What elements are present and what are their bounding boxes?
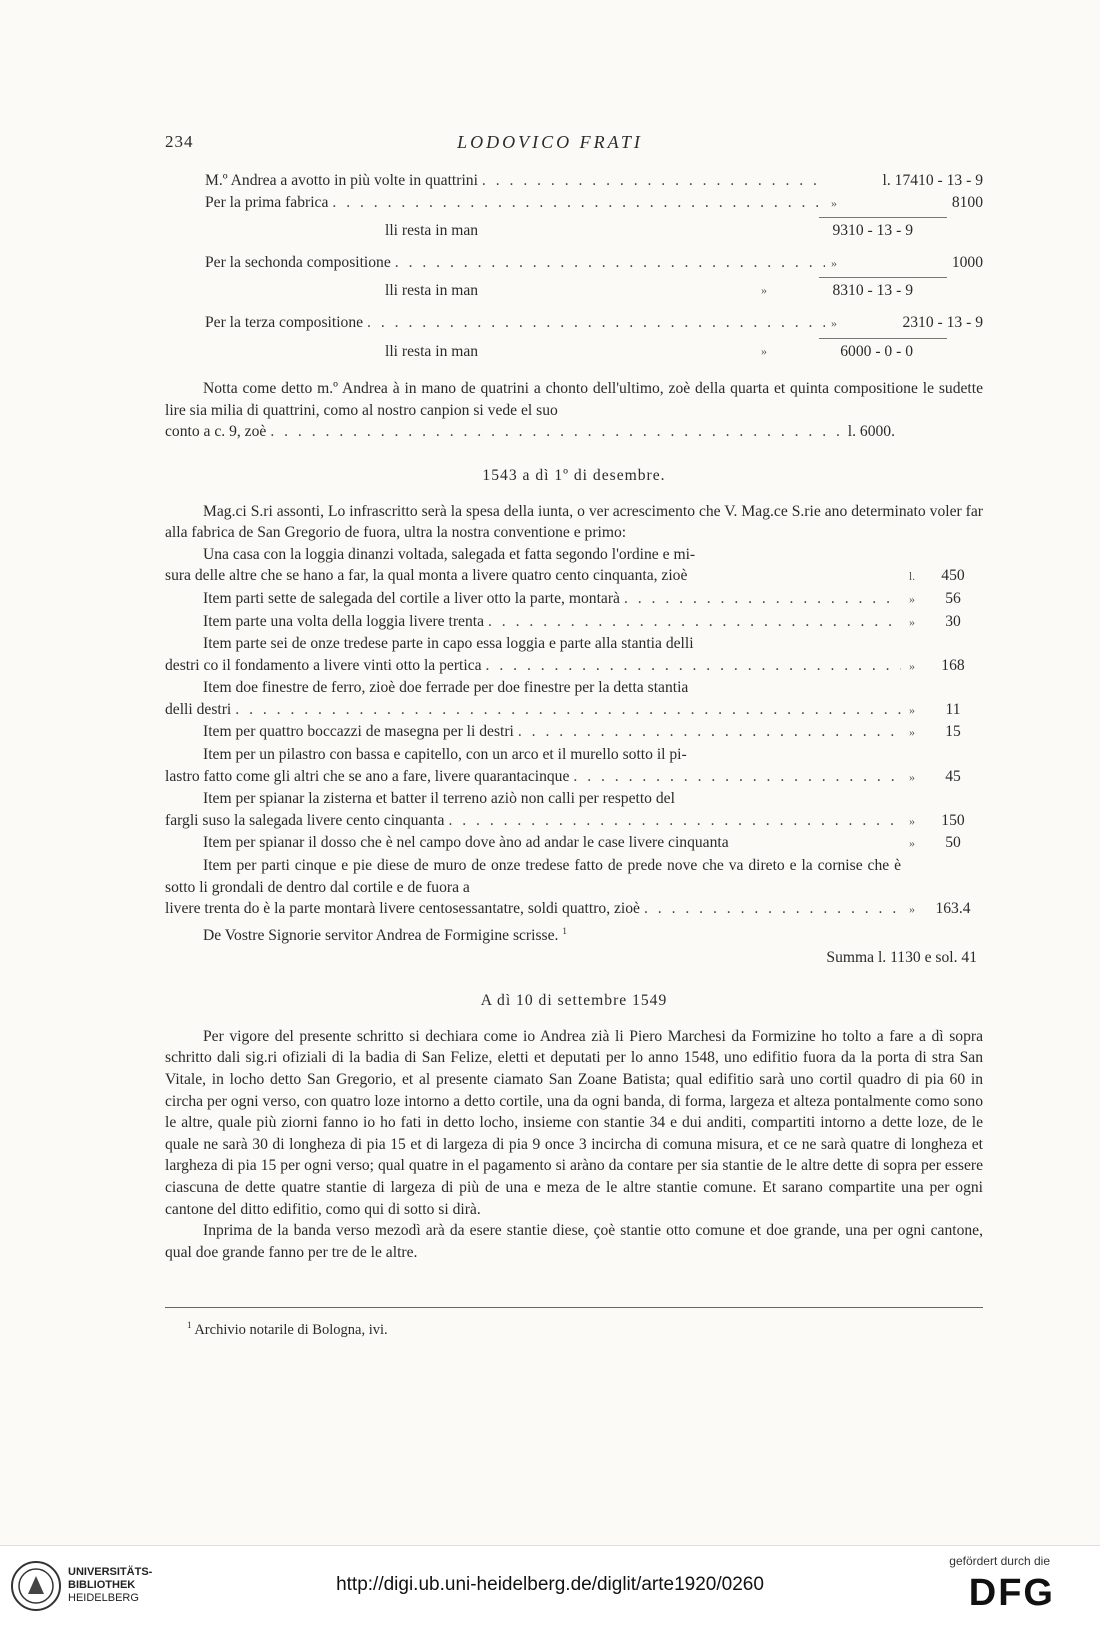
item-text: Item per un pilastro con bassa e capitello, con un arco et il murello sotto il pi-	[203, 746, 687, 764]
item-label: sura delle altre che se hano a far, la qual monta a livere quatro cento cinquanta, zioè	[165, 567, 688, 585]
item-row	[165, 588, 983, 611]
leader-dots	[363, 312, 825, 334]
account-row	[165, 192, 983, 215]
account-label: Per la sechonda compositione	[205, 253, 391, 271]
nota-last-amount: l. 6000.	[847, 423, 895, 441]
account-amount: l. 17410 - 13 - 9	[882, 172, 983, 189]
ditto-mark: »	[909, 902, 915, 917]
leader-dots	[231, 699, 901, 721]
item-row	[165, 898, 983, 921]
library-line-3: HEIDELBERG	[68, 1592, 139, 1604]
item-text: Item parte sei de onze tredese parte in capo essa loggia e parte alla stantia delli	[203, 635, 694, 653]
ditto-mark: »	[831, 255, 837, 270]
leader-dots	[266, 421, 847, 443]
ditto-mark: »	[909, 725, 915, 740]
leader-dots	[569, 766, 901, 788]
account-row	[165, 170, 983, 192]
item-label: Item per spianar il dosso che è nel campo dove àno ad andar le case livere cinquanta	[203, 834, 729, 852]
leader-dots	[620, 588, 901, 610]
account-amount: 8100	[951, 193, 983, 211]
account-row	[165, 252, 983, 275]
page-body	[165, 170, 983, 1263]
ditto-mark: »	[761, 343, 767, 358]
signature-line	[165, 921, 983, 947]
library-line-1: UNIVERSITÄTS-	[68, 1566, 153, 1578]
item-row	[165, 766, 983, 789]
nota-last-line	[165, 421, 895, 443]
leader-dots	[444, 810, 901, 832]
item-row	[165, 611, 983, 634]
footnote-mark: 1	[187, 1320, 192, 1330]
footnote-ref: 1	[562, 925, 567, 936]
item-label: lastro fatto come gli altri che se ano a fare, livere quarantacinque	[165, 767, 570, 785]
intro-paragraph: Mag.ci S.ri assonti, Lo infrascritto serà la spesa della iunta, o ver acrescimento che V. Mag.ce S.rie ano determinato voler far alla fabrica de San Gregorio de fuora, ultra la nostra conventione e primo:	[165, 502, 983, 542]
item-amount: 163.4	[935, 900, 971, 918]
ditto-mark: »	[831, 195, 837, 210]
contract-paragraph: Per vigore del presente schritto si dechiara come io Andrea zià li Piero Marchesi da Formizine ho tolto a fare a dì sopra schritto dali sig.ri ofiziali di la badia di San Felize, eletti et deputati per lo anno 1548, uno edifitio fuora da la porta di stra San Vitale, in locho detto San Gregorio, et al presente ciamato San Zoane Batista; qual edifitio sarà uno cortil quadro di pia 60 in circha per ogni verso, con quatro loze intorno a detto cortile, una da ogni banda, di forma, largeza et alteza pontalmente como sono le altre, quale più ziorni fanno io ho fati in detto locho, insieme con stantie 34 e dui anditi, compartiti intorno a dette loze, de le quale ne sarà 30 di longheza di pia 15 et di largeza di pia 9 once 3 incircha di comuna misura, et ce ne sarà quatre di longheza et largheza di pia 15 per ogni verso; qual quatre in el pagamento si aràno da contare per sia stantie de le altre dette di sopra per essere ciascuna de dette quatre stantie di largeza di più de una e meza de le altre stantie comune. Et sarano compartite una per ogni cantone del ditto edifitio, como qui di sotto si dirà.	[165, 1027, 983, 1218]
leader-dots	[478, 170, 825, 192]
ditto-mark: »	[761, 283, 767, 298]
item-row	[165, 699, 983, 722]
balance-amount: 6000 - 0 - 0	[840, 342, 913, 360]
ditto-mark: »	[909, 836, 915, 851]
item-row	[165, 810, 983, 833]
ditto-mark	[755, 220, 773, 242]
funded-by-text: gefördert durch die	[949, 1554, 1050, 1568]
item-text: Una casa con la loggia dinanzi voltada, salegada et fatta segondo l'ordine e mi-	[203, 545, 696, 563]
balance-row	[165, 280, 983, 302]
ditto-mark: »	[909, 769, 915, 784]
item-label: delli destri	[165, 700, 232, 718]
running-title: LODOVICO FRATI	[457, 132, 643, 152]
item-label: Item per quattro boccazzi de masegna per li destri	[203, 723, 514, 741]
sum-rule	[819, 277, 947, 278]
leader-dots	[482, 655, 901, 677]
item-amount: 30	[945, 612, 961, 630]
item-row	[165, 655, 983, 678]
leader-dots	[484, 611, 901, 633]
item-label: fargli suso la salegada livere cento cinquanta	[165, 811, 445, 829]
item-amount: 11	[945, 700, 961, 718]
sum-rule	[819, 338, 947, 339]
contract-paragraph-2: Inprima de la banda verso mezodì arà da esere stantie diese, çoè stantie otto comune et doe grande, una per ogni cantone, qual doe grande fanno per tre de le altre.	[165, 1222, 983, 1261]
balance-amount: 9310 - 13 - 9	[832, 222, 913, 240]
nota-last-label: conto a c. 9, zoè	[165, 423, 267, 441]
item-label: Item parte una volta della loggia livere trenta	[203, 612, 484, 630]
nota-paragraph: Notta come detto m.º Andrea à in mano de quatrini a chonto dell'ultimo, zoè della quarta et quinta compositione le sudette lire sia milia di quattrini, como al nostro canpion si vede el suo	[165, 380, 983, 419]
spacer	[165, 242, 983, 252]
account-table	[165, 170, 983, 372]
balance-label: lli resta in man	[385, 282, 479, 300]
leader-dots	[391, 252, 825, 274]
ditto-mark: »	[909, 658, 915, 673]
signature-text: De Vostre Signorie servitor Andrea de Formigine scrisse.	[203, 927, 559, 944]
leader-dots	[640, 898, 901, 920]
item-amount: 150	[941, 811, 965, 829]
spacer	[165, 362, 983, 372]
account-amount: 1000	[951, 253, 983, 271]
balance-label: lli resta in man	[385, 342, 479, 360]
sum-rule	[819, 217, 947, 218]
item-text: Item doe finestre de ferro, zioè doe ferrade per doe finestre per la detta stantia	[203, 679, 689, 697]
item-amount: 50	[945, 834, 961, 852]
item-amount: 15	[945, 723, 961, 741]
permalink-url[interactable]: http://digi.ub.uni-heidelberg.de/diglit/arte1920/0260	[336, 1574, 764, 1595]
section-heading-1543: 1543 a dì 1º di desembre.	[482, 466, 666, 484]
section-heading-1549: A dì 10 di settembre 1549	[480, 992, 668, 1010]
dfg-logo: DFG	[968, 1572, 1055, 1614]
balance-amount: 8310 - 13 - 9	[832, 282, 913, 300]
leader-dots	[328, 192, 825, 214]
item-amount: 168	[941, 656, 965, 674]
leader-dots	[514, 721, 901, 743]
account-label: Per la terza compositione	[205, 313, 364, 331]
page-header	[0, 132, 1100, 156]
item-row	[165, 832, 983, 855]
ditto-mark: »	[909, 702, 915, 717]
footnote	[187, 1320, 388, 1339]
footnote-text: Archivio notarile di Bologna, ivi.	[194, 1321, 388, 1338]
spacer	[165, 302, 983, 312]
digitization-footer	[0, 1545, 1100, 1630]
account-label: Per la prima fabrica	[205, 193, 329, 211]
expense-list	[165, 544, 983, 921]
item-label: destri co il fondamento a livere vinti otto la pertica	[165, 656, 482, 674]
balance-row	[165, 220, 983, 242]
summa-total: Summa l. 1130 e sol. 41	[826, 948, 977, 966]
balance-row	[165, 341, 983, 363]
item-label: livere trenta do è la parte montarà livere centosessantatre, soldi quattro, zioè	[165, 900, 640, 918]
item-amount: 56	[945, 589, 961, 607]
account-amount: 2310 - 13 - 9	[902, 313, 983, 331]
library-line-2: BIBLIOTHEK	[68, 1579, 136, 1591]
balance-label: lli resta in man	[385, 222, 479, 240]
ditto-mark: »	[831, 315, 837, 330]
ditto-mark: l.	[908, 569, 916, 584]
item-label: Item parti sette de salegada del cortile a liver otto la parte, montarà	[203, 589, 620, 607]
item-row	[165, 565, 983, 588]
item-amount: 45	[945, 767, 961, 785]
item-text: Item per parti cinque e pie diese de muro de onze tredese fatto de prede nove che va direto e la cornise che è sotto li grondali de dentro dal cortile e de fuora a	[165, 857, 901, 896]
page-number: 234	[165, 132, 194, 151]
footnote-rule	[165, 1307, 983, 1308]
item-amount: 450	[941, 567, 965, 585]
account-row	[165, 312, 983, 335]
item-row	[165, 721, 983, 744]
ditto-mark: »	[909, 614, 915, 629]
account-label: M.º Andrea a avotto in più volte in quattrini	[205, 172, 478, 189]
ditto-mark: »	[909, 591, 915, 606]
item-text: Item per spianar la zisterna et batter il terreno aziò non calli per respetto del	[203, 790, 675, 808]
ditto-mark: »	[909, 813, 915, 828]
